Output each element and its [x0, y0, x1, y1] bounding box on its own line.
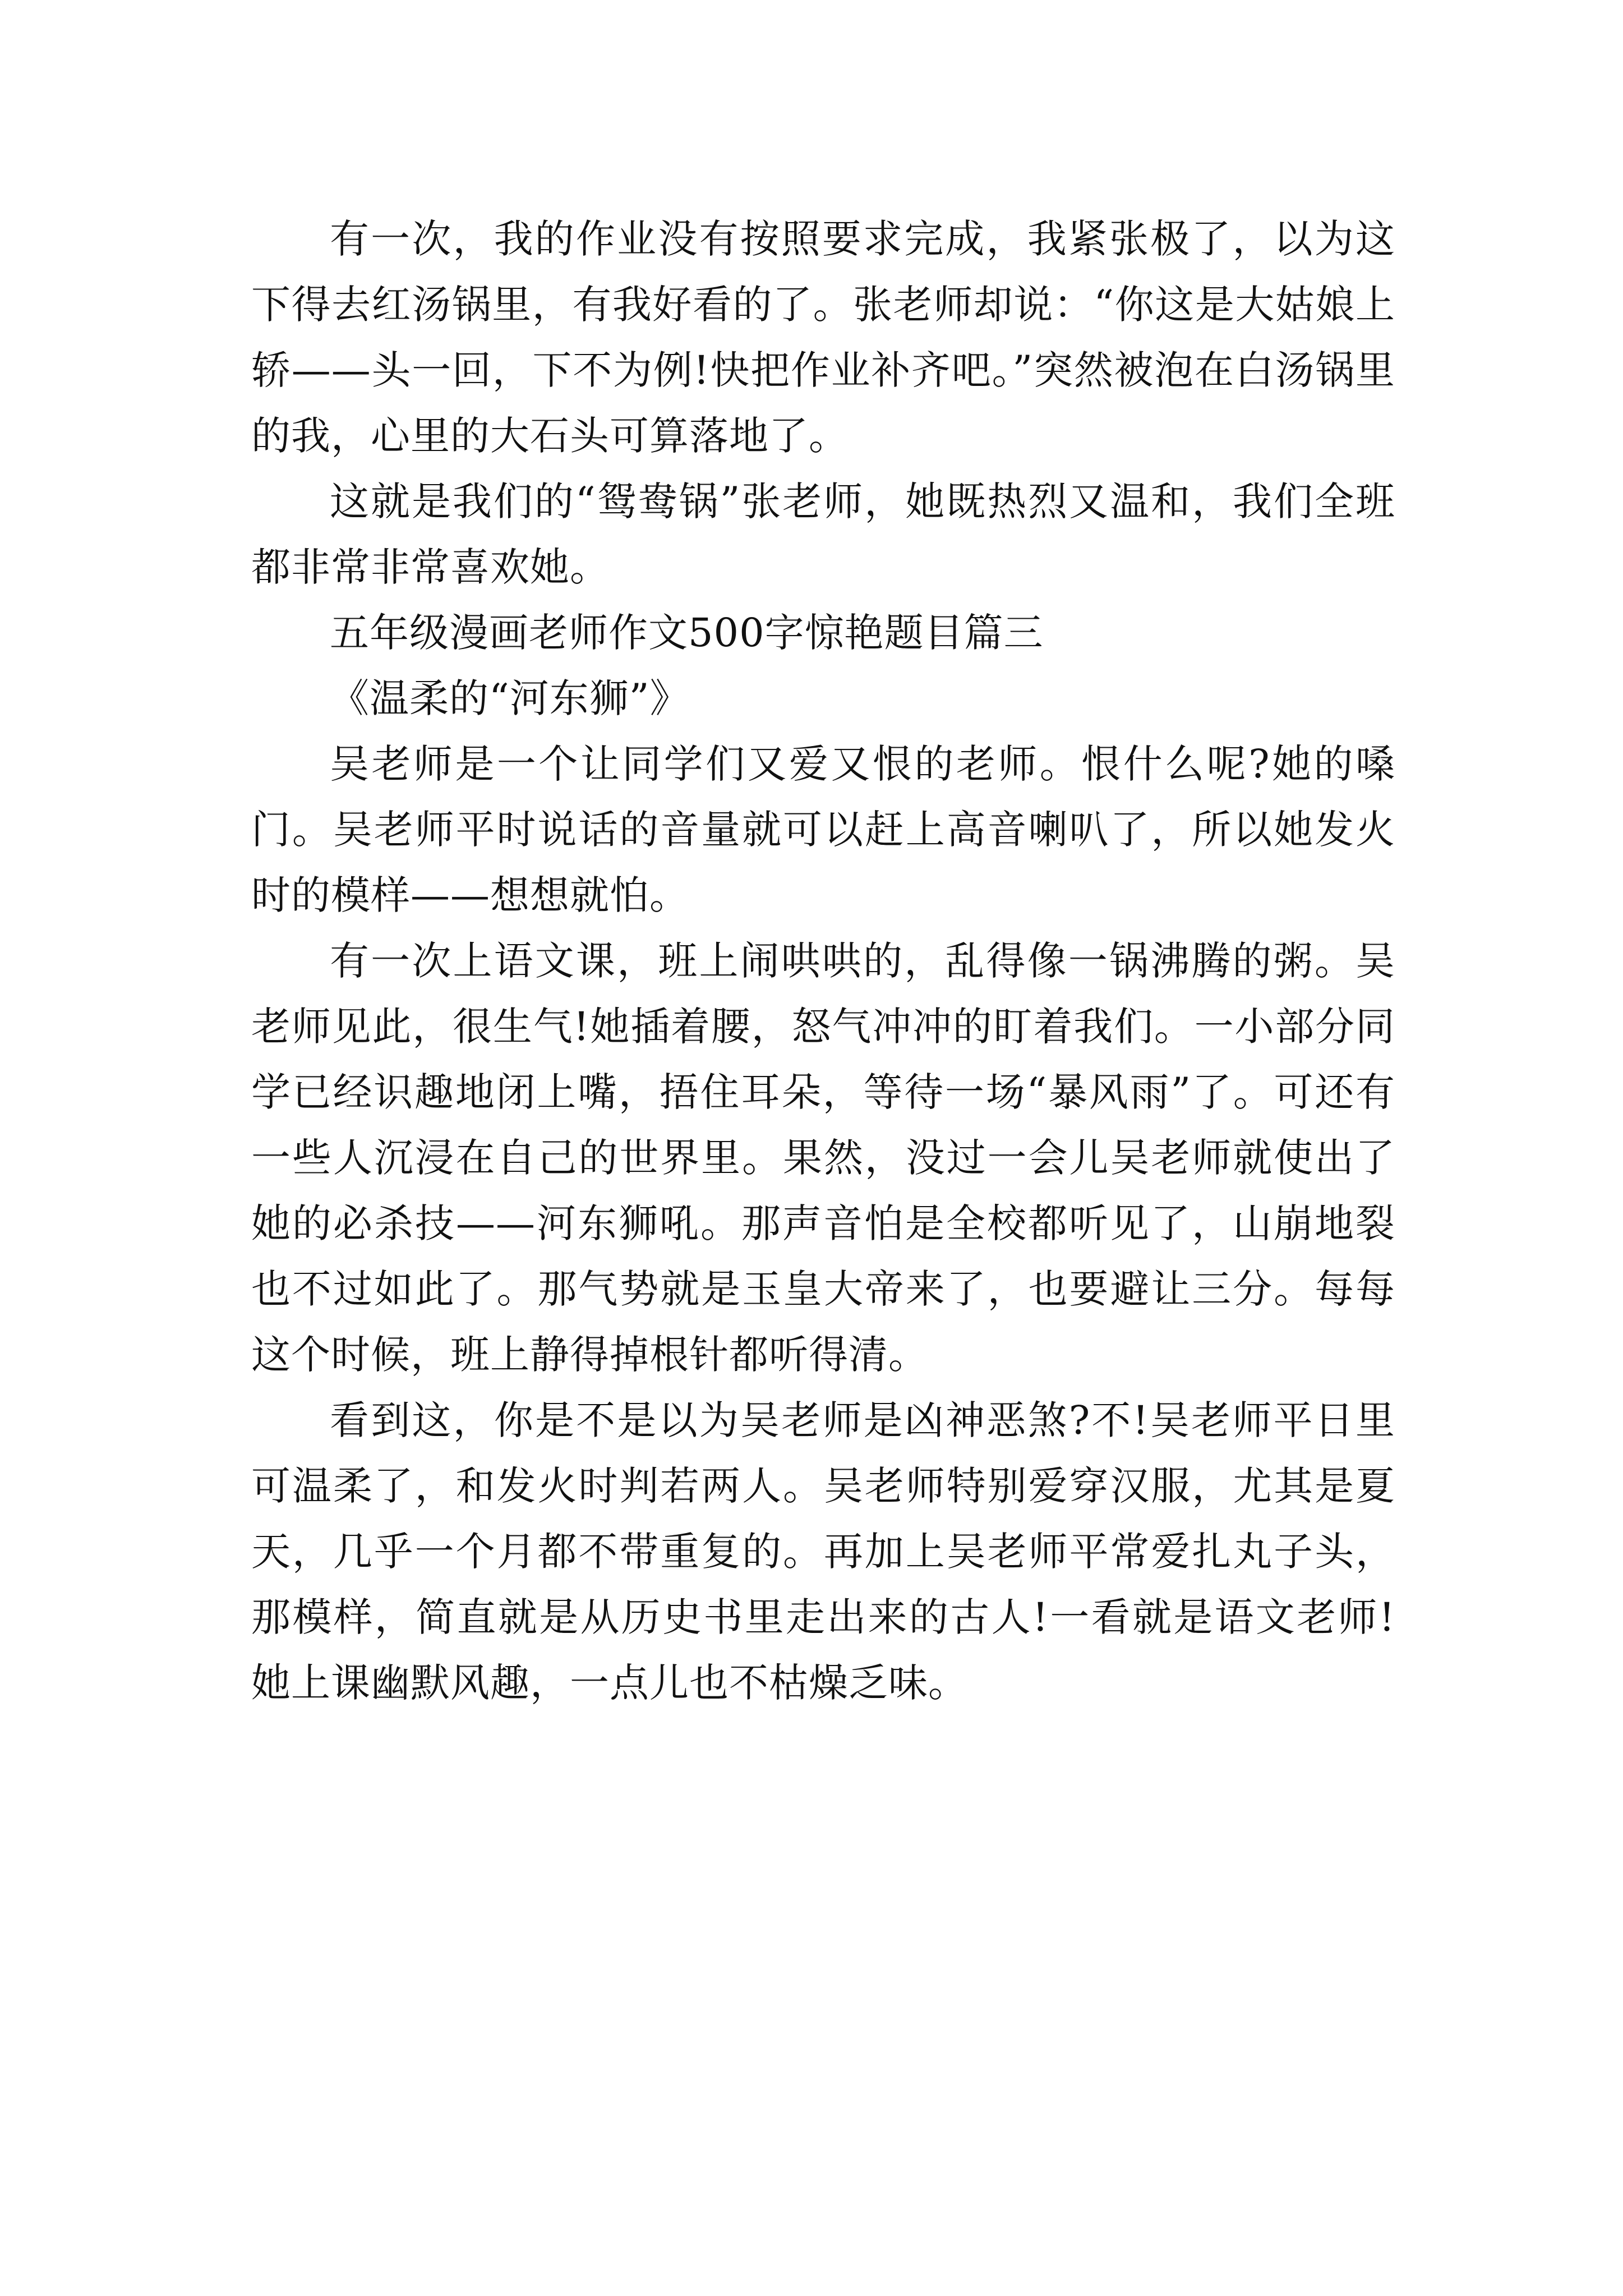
- paragraph-homework-story: 有一次，我的作业没有按照要求完成，我紧张极了，以为这下得去红汤锅里，有我好看的了。张老师却说：“你这是大姑娘上轿——头一回，下不为例!快把作业补齐吧。”突然被泡在白汤锅里的我，心里的大石头可算落地了。: [251, 216, 1395, 459]
- section-title: 五年级漫画老师作文500字惊艳题目篇三: [330, 610, 1044, 656]
- paragraph-teacher-wu-intro: 吴老师是一个让同学们又爱又恨的老师。恨什么呢?她的嗓门。吴老师平时说话的音量就可以赶上高音喇叭了，所以她发火时的模样——想想就怕。: [251, 741, 1395, 918]
- paragraph-teacher-zhang-summary: 这就是我们的“鸳鸯锅”张老师，她既热烈又温和，我们全班都非常非常喜欢她。: [251, 478, 1395, 590]
- document-page: [251, 206, 1395, 1716]
- paragraph-teacher-wu-gentle: 看到这，你是不是以为吴老师是凶神恶煞?不!吴老师平日里可温柔了，和发火时判若两人。吴老师特别爱穿汉服，尤其是夏天，几乎一个月都不带重复的。再加上吴老师平常爱扎丸子头，那模样，简直就是从历史书里走出来的古人!一看就是语文老师!她上课幽默风趣，一点儿也不枯燥乏味。: [251, 1397, 1395, 1706]
- essay-title: 《温柔的“河东狮”》: [330, 675, 690, 721]
- paragraph-chinese-class-story: 有一次上语文课，班上闹哄哄的，乱得像一锅沸腾的粥。吴老师见此，很生气!她插着腰，怒气冲冲的盯着我们。一小部分同学已经识趣地闭上嘴，捂住耳朵，等待一场“暴风雨”了。可还有一些人沉浸在自己的世界里。果然，没过一会儿吴老师就使出了她的必杀技——河东狮吼。那声音怕是全校都听见了，山崩地裂也不过如此了。那气势就是玉皇大帝来了，也要避让三分。每每这个时候，班上静得掉根针都听得清。: [251, 938, 1395, 1378]
